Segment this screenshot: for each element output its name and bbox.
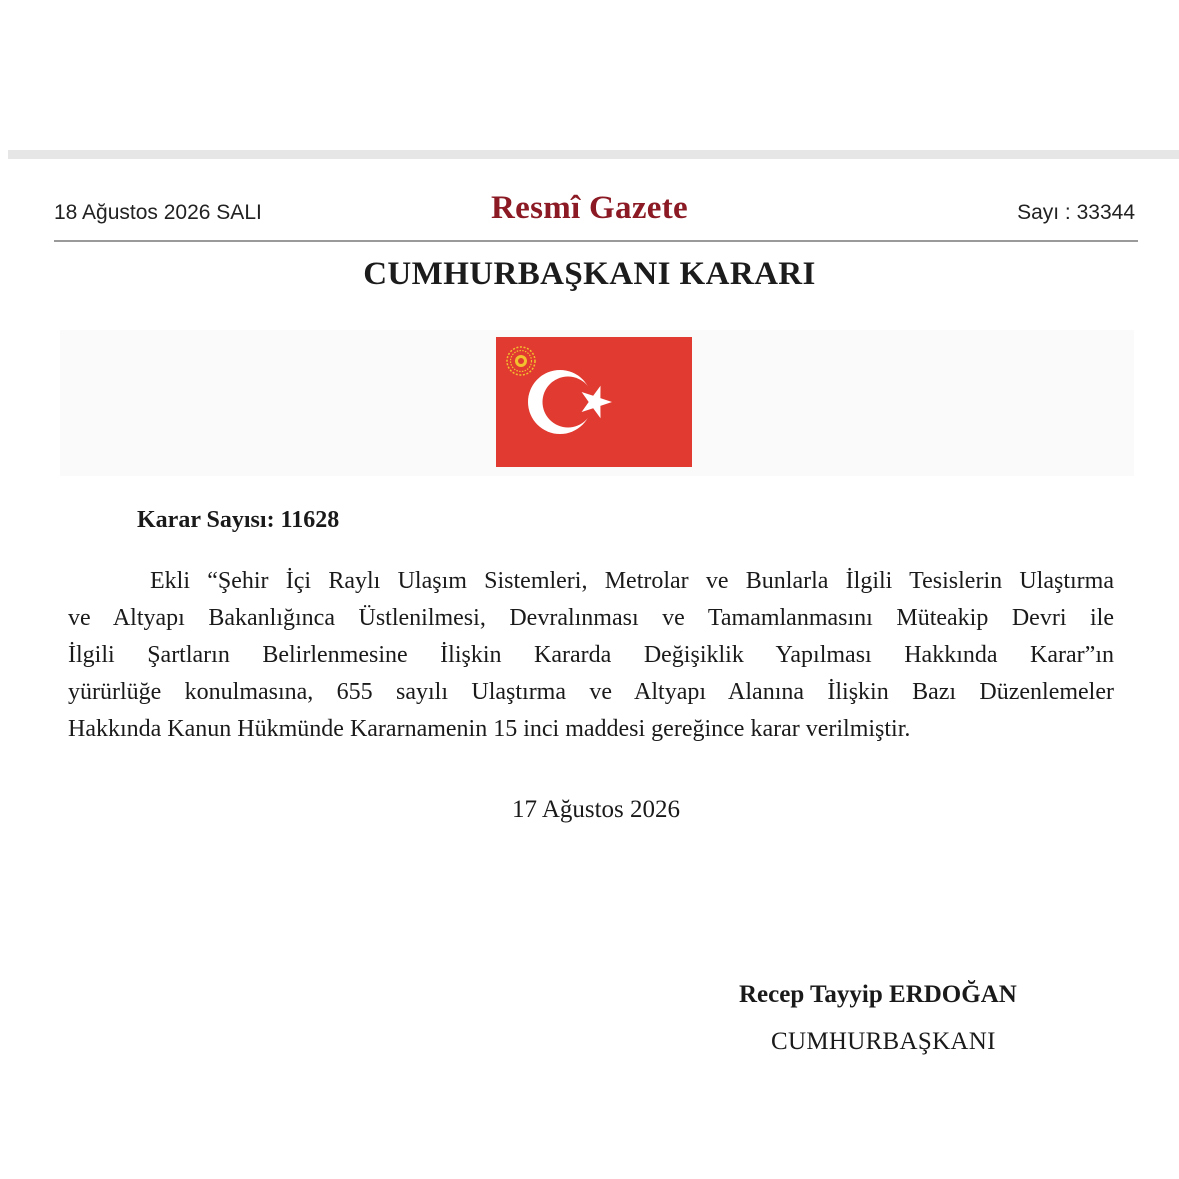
body-line: yürürlüğe konulmasına, 655 sayılı Ulaştırma ve Altyapı Alanına İlişkin Bazı Düzenlemeler <box>68 679 1114 705</box>
header-date: 18 Ağustos 2026 SALI <box>54 201 262 224</box>
body-line: Hakkında Kanun Hükmünde Kararnamenin 15 inci maddesi gereğince karar verilmiştir. <box>68 716 911 742</box>
top-bar <box>8 150 1179 159</box>
gazette-title: Resmî Gazete <box>491 190 688 226</box>
body-line: Ekli “Şehir İçi Raylı Ulaşım Sistemleri, Metrolar ve Bunlarla İlgili Tesislerin Ulaştırma <box>150 568 1114 594</box>
header-divider <box>54 240 1138 242</box>
body-line: İlgili Şartların Belirlenmesine İlişkin Kararda Değişiklik Yapılması Hakkında Karar”ın <box>68 642 1114 668</box>
decision-number: Karar Sayısı: 11628 <box>137 507 340 533</box>
decision-body <box>68 563 1114 748</box>
body-line: ve Altyapı Bakanlığınca Üstlenilmesi, Devralınması ve Tamamlanmasını Müteakip Devri ile <box>68 605 1114 631</box>
signer-name: Recep Tayyip ERDOĞAN <box>739 981 1017 1008</box>
header-issue-number: Sayı : 33344 <box>1017 201 1135 224</box>
turkish-flag-icon <box>496 337 692 467</box>
decision-date: 17 Ağustos 2026 <box>511 796 681 823</box>
decision-type-heading: CUMHURBAŞKANI KARARI <box>363 256 816 292</box>
signer-title: CUMHURBAŞKANI <box>771 1028 996 1055</box>
